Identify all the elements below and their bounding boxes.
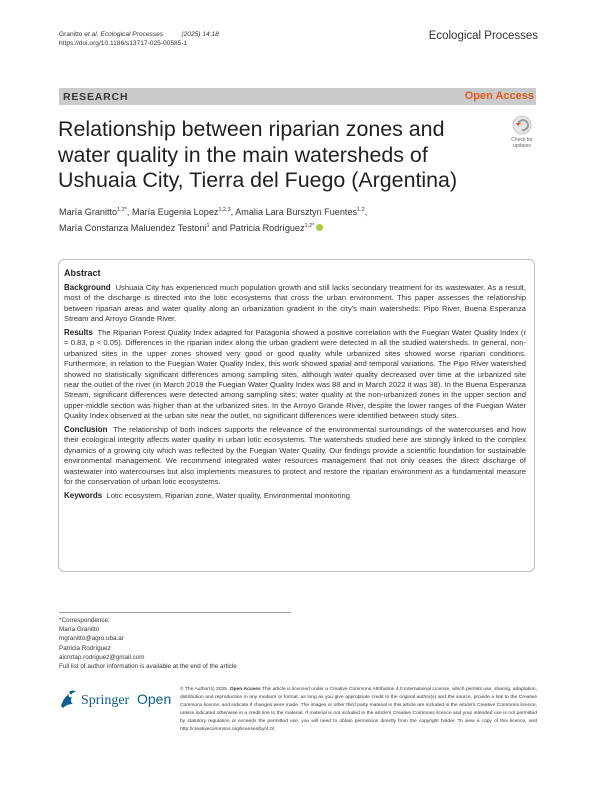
section-banner	[59, 88, 536, 105]
abstract-body	[64, 283, 526, 505]
author-info-note: Full list of author information is available at the end of the article	[59, 663, 237, 671]
check-for-updates-button[interactable]	[507, 114, 537, 155]
open-access-label: Open Access	[464, 90, 534, 102]
author-list: María Granitto$^{1,2*}$, María Eugenia Lopez$^{1,2,3}$, Amalia Lara Bursztyn Fuentes$^{1,2}$, María Constanza Maluendez Testoni$^1$ and Patricia Rodríguez$^{1,2*}$	[59, 207, 368, 233]
citation-journal: et al. Ecological Processes	[84, 31, 164, 38]
correspondence-label: *Correspondence:	[59, 617, 110, 624]
citation-header	[59, 31, 219, 48]
correspondence	[59, 616, 289, 671]
abstract-conclusion: Conclusion The relationship of both indices supports the relevance of the environmental surroundings of the watercourses and how their ecological integrity affects water quality in urban lotic ecosystems. The watersheds studied here are strongly linked to the complex dynamics of a growing city which was reflected by the Fuegian Water Quality. Our findings provide a scientific foundation for sustainable environmental management. We recommend integrated water resources management that not only ceases the direct discharge of wastewater into watercourses but also implements measures to protect and restore the riparian environment as a fundamental measure for the conservation of urban lotic ecosystems.	[64, 425, 526, 487]
abstract-title: Abstract	[64, 268, 101, 278]
footnote-divider	[59, 612, 291, 613]
author[interactable]: María Constanza Maluendez Testoni$^1$	[59, 222, 210, 233]
citation-year: (2025) 14:18	[181, 31, 219, 38]
check-updates-icon	[507, 114, 537, 150]
abstract-box	[58, 259, 535, 572]
correspondence-email[interactable]: mgranitto@agro.uba.ar	[59, 635, 124, 643]
author[interactable]: Amalia Lara Bursztyn Fuentes$^{1,2}$	[235, 207, 365, 218]
author[interactable]: María Granitto$^{1,2*}$	[59, 207, 127, 218]
author[interactable]: María Eugenia Lopez$^{1,2,3}$	[131, 207, 231, 218]
journal-name: Ecological Processes	[428, 30, 538, 42]
citation-authors: Granitto	[59, 31, 85, 38]
correspondence-name: María Granitto	[59, 626, 100, 634]
doi-link[interactable]: https://doi.org/10.1186/s13717-025-00585-1	[59, 39, 188, 47]
abstract-keywords: Keywords Lotic ecosystem, Riparian zone, Water quality, Environmental monitoring	[64, 490, 350, 500]
license-link[interactable]: http://creativecommons.org/licenses/by/4.0/	[180, 726, 275, 732]
license-oa: Open Access	[229, 687, 261, 692]
section-label: RESEARCH	[63, 91, 129, 103]
springer-open-logo	[59, 688, 177, 715]
article-title: Relationship between riparian zones and water quality in the main watersheds of Ushuaia City, Tierra del Fuego (Argentina)	[58, 117, 458, 192]
correspondence-email[interactable]: aicnrtap.rodriguez@gmail.com	[59, 653, 145, 661]
correspondence-name: Patricia Rodríguez	[59, 644, 111, 652]
springer-horse-icon	[61, 691, 76, 709]
springer-name: Springer	[81, 693, 130, 708]
orcid-icon[interactable]	[316, 224, 323, 231]
author[interactable]: Patricia Rodríguez$^{1,2*}$	[229, 222, 315, 233]
abstract-background: Background Ushuaia City has experienced much population growth and still lacks secondary treatment for its wastewater. As a result, most of the discharge is directed into the lotic ecosystems that cross the urban environment. This paper assesses the relationship between riparian areas and water quality along an urbanization gradient in the city's main watersheds: Pipo River, Buena Esperanza Stream and Arroyo Grande River.	[64, 283, 526, 324]
check-updates-line2: updates	[513, 143, 531, 149]
check-updates-line1: Check for	[511, 137, 533, 143]
springer-open-suffix: Open	[137, 691, 172, 707]
abstract-results: Results The Riparian Forest Quality Index adapted for Patagonia showed a positive correlation with the Fuegian Water Quality Index (r = 0.83, p < 0.05). Differences in the riparian index along the urban gradient were detected in all the studied watersheds. In general, non-urbanized sites in the upper zones showed very good or good quality while urbanized sites showed worse riparian conditions. Furthermore, in relation to the Fuegian Water Quality Index, this work showed spatial and temporal variations. The Pipo River watershed showed no statistically significant differences among sampling sites, although water quality decreased over time at the urbanized site near the outlet of the river (in March 2018 the Fuegian Water Quality Index was 88 and in March 2022 it was 38). In the Buena Esperanza Stream, significant differences were detected among sampling sites; water quality at the non-urbanized zones in the upper section and upper-middle section was higher than at the urbanized sites. In the Arroyo Grande River, despite the lower ranges of the Fuegian Water Quality Index observed at the urban site near the outlet, no significant differences were identified between study sites.	[64, 328, 526, 421]
license-text: © The Author(s) 2025. Open Access This article is licensed under a Creative Commons Attribution 4.0 International License, which permits use, sharing, adaptation, distribution and reproduction in any medium or format, as long as you give appropriate credit to the original author(s) and the source, provide a link to the Creative Commons licence, and indicate if changes were made. The images or other third party material in this article are included in the article's Creative Commons licence, unless indicated otherwise in a credit line to the material. If material is not included in the article's Creative Commons licence and your intended use is not permitted by statutory regulation or exceeds the permitted use, you will need to obtain permission directly from the copyright holder. To view a copy of this licence, visit http://creativecommons.org/licenses/by/4.0/.	[180, 687, 538, 732]
